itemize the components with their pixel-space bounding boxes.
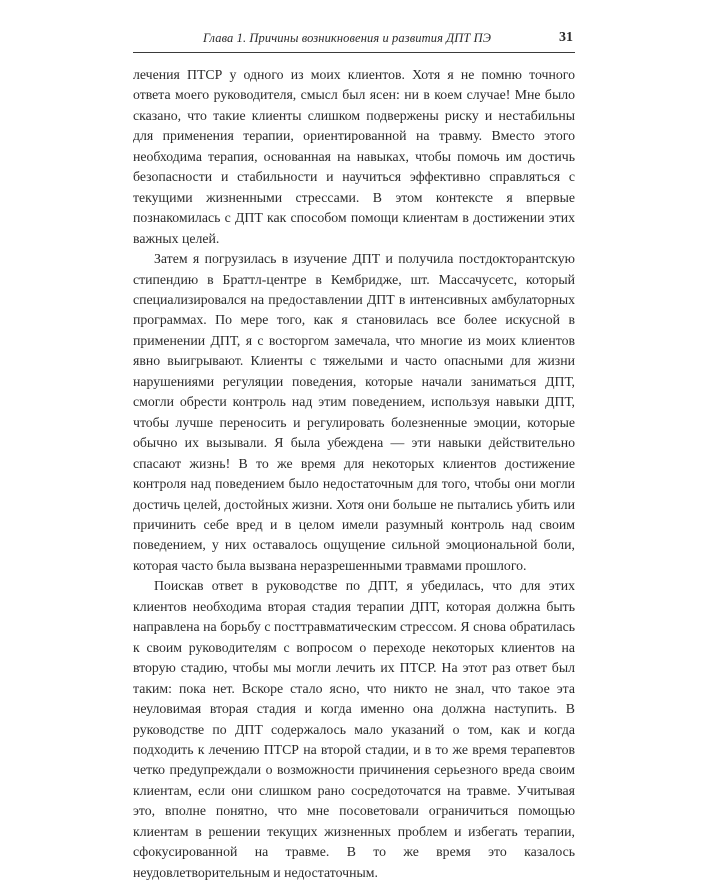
page-number: 31 — [559, 30, 573, 45]
book-page — [133, 28, 575, 880]
paragraph: Затем я погрузилась в изучение ДПТ и получила постдокторантскую стипендию в Браттл-центре в Кембридже, шт. Массачусетс, который специализировался на предоставлении ДПТ в интенсивных амбулаторных программах. По мере того, как я становилась все более искусной в применении ДПТ, я с восторгом замечала, что многие из моих клиентов явно выигрывают. Клиенты с тяжелыми и часто опасными для жизни нарушениями регуляции поведения, которые начали заниматься ДПТ, смогли обрести контроль над этим поведением, используя навыки ДПТ, чтобы лучше переносить и регулировать болезненные эмоции, которые обычно их вызывали. Я была убеждена — эти навыки действительно спасают жизнь! В то же время для некоторых клиентов достижение контроля над поведением было недостаточным для того, чтобы они могли достичь целей, достойных жизни. Хотя они больше не пытались убить или причинить себе вред и в целом имели разумный контроль над своим поведением, у них оставалось ощущение сильной эмоциональной боли, которая часто была вызвана неразрешенными травмами прошлого. — [133, 251, 575, 573]
paragraph: Поискав ответ в руководстве по ДПТ, я убедилась, что для этих клиентов необходима вторая стадия терапии ДПТ, которая должна быть направлена на борьбу с посттравматическим стрессом. Я снова обратилась к своим руководителям с вопросом о переходе некоторых клиентов на вторую стадию, чтобы мы могли лечить их ПТСР. На этот раз ответ был таким: пока нет. Вскоре стало ясно, что никто не знал, что такое эта неуловимая вторая стадия и когда именно она должна наступить. В руководстве по ДПТ содержалось мало указаний о том, как и когда подходить к лечению ПТСР на второй стадии, и в то же время терапевтов четко предупреждали о возможности причинения серьезного вреда своим клиентам, если они слишком рано сосредоточатся на травме. Учитывая это, вполне понятно, что мне посоветовали ограничиться помощью клиентам в решении текущих жизненных проблем и избегать терапии, сфокусированной на травме. В то же время это казалось неудовлетворительным и недостаточным. — [133, 578, 575, 880]
paragraph-continued: лечения ПТСР у одного из моих клиентов. Хотя я не помню точного ответа моего руководителя, смысл был ясен: ни в коем случае! Мне было сказано, что такие клиенты слишком подвержены риску и нестабильны для применения терапии, ориентированной на травму. Вместо этого необходима терапия, основанная на навыках, чтобы помочь им достичь безопасности и стабильности и научиться эффективно справляться с текущими жизненными стрессами. В этом контексте я впервые познакомилась с ДПТ как способом помощи клиентам в достижении этих важных целей. — [133, 67, 575, 246]
running-header — [133, 28, 575, 53]
body-text — [133, 65, 575, 883]
chapter-running-title: Глава 1. Причины возникновения и развития ДПТ ПЭ — [203, 31, 492, 45]
